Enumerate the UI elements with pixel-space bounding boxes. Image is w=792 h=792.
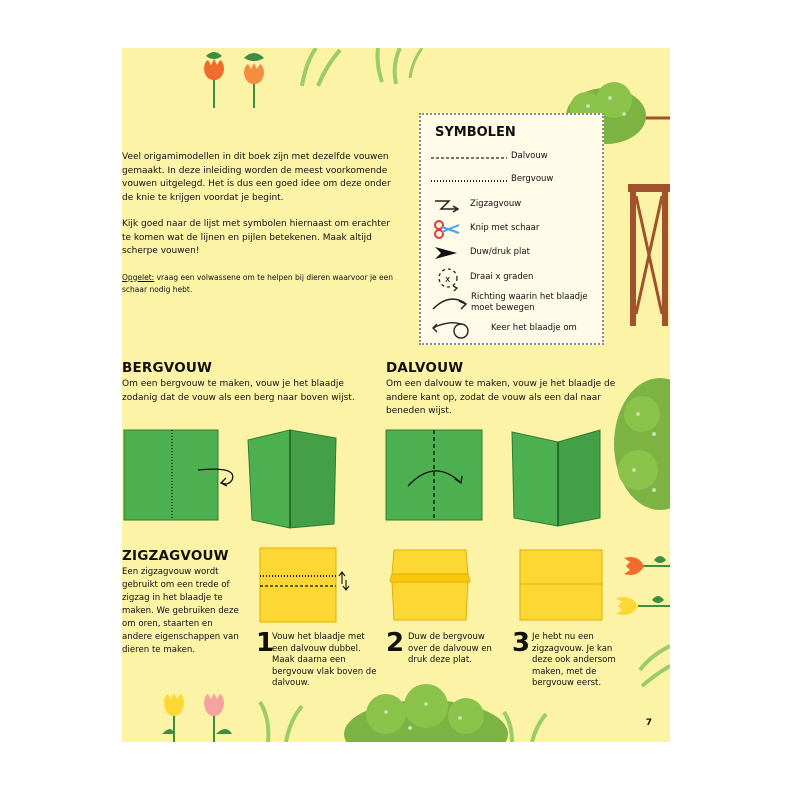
curved-arrow-icon (431, 291, 471, 315)
step-1-text: Vouw het blaadje met een dalvouw dubbel. Maak daarna een bergvouw vlak boven de dalvouw. (272, 632, 377, 688)
book-page (122, 48, 670, 742)
dalvouw-title: DALVOUW (386, 360, 464, 376)
step-3-text: Je hebt nu een zigzagvouw. Je kan deze ook andersom maken, met de bergvouw eerst. (532, 632, 616, 688)
safety-note (122, 272, 397, 296)
zigzag-arrow-icon (431, 195, 465, 215)
symbol-label: Bergvouw (511, 174, 554, 184)
symbol-label: Duw/druk plat (470, 247, 530, 257)
bergvouw-text: Om een bergvouw te maken, vouw je het blaadje zodanig dat de vouw als een berg naar boven wijst. (122, 379, 355, 403)
note-label: Opgelet: (122, 272, 155, 282)
bergvouw-title: BERGVOUW (122, 360, 213, 376)
bush-bottom-icon (340, 684, 510, 742)
symbol-row (421, 219, 606, 239)
symbol-label: Dalvouw (511, 151, 548, 161)
bush-right-icon (614, 374, 670, 514)
symbol-label: Zigzagvouw (470, 199, 522, 209)
push-arrow-icon (431, 243, 465, 263)
dashed-line-icon (431, 148, 511, 168)
page-number: 7 (645, 718, 652, 728)
turn-over-icon (431, 318, 479, 340)
symbol-row (421, 195, 606, 215)
tulips-right-icon (614, 546, 670, 626)
dalvouw-text: Om een dalvouw te maken, vouw je het blaadje de andere kant op, zodat de vouw als een dal naar beneden wijst. (386, 379, 616, 416)
note-text: vraag een volwassene om te helpen bij dieren waarvoor je een schaar nodig hebt. (122, 272, 394, 294)
zigzag-step-2-diagram (390, 548, 474, 624)
zigzagvouw-title: ZIGZAGVOUW (122, 548, 229, 564)
zigzag-step-3-diagram (518, 548, 608, 624)
step-1-number: 1 (256, 628, 275, 658)
symbol-row (421, 291, 606, 317)
symbol-row (421, 171, 606, 191)
symbol-label: Richting waarin het blaadje moet bewegen (471, 292, 588, 313)
rotate-icon (431, 267, 465, 291)
fence-icon (624, 184, 670, 326)
symbol-row (421, 243, 606, 263)
step-2-number: 2 (386, 628, 405, 658)
symbol-row (421, 148, 606, 168)
zigzagvouw-text: Een zigzagvouw wordt gebruikt om een trede of zigzag in het blaadje te maken. We gebruiken deze om oren, staarten en andere eigenschappen van dieren te maken. (122, 567, 239, 655)
grass-bottom-icon (252, 698, 342, 742)
svg-text:x: x (445, 275, 451, 285)
dotted-line-icon (431, 171, 511, 191)
grass-top-icon (292, 48, 442, 88)
symbol-row (421, 318, 606, 338)
dalvouw-diagram (384, 428, 614, 538)
step-3-number: 3 (512, 628, 531, 658)
intro-paragraph-2: Kijk goed naar de lijst met symbolen hiernaast om erachter te komen wat de lijnen en pijlen betekenen. Maak altijd scherpe vouwen! (122, 219, 390, 256)
scissors-icon (431, 219, 465, 239)
symbols-legend (419, 113, 604, 345)
tulips-bottom-icon (152, 684, 242, 742)
symbol-label: Knip met schaar (470, 223, 540, 233)
symbols-title: SYMBOLEN (435, 125, 516, 140)
symbol-row (421, 267, 606, 287)
grass-bottom-right-icon (502, 708, 582, 742)
symbol-label: Keer het blaadje om (491, 323, 577, 333)
symbol-label: Draai x graden (470, 272, 534, 282)
bergvouw-diagram (122, 428, 367, 538)
tulips-top-icon (192, 48, 282, 108)
step-2-text: Duw de bergvouw over de dalvouw en druk deze plat. (408, 632, 492, 665)
zigzag-step-1-diagram (256, 546, 356, 626)
grass-right-icon (628, 626, 670, 696)
intro-paragraph-1: Veel origamimodellen in dit boek zijn met dezelfde vouwen gemaakt. In deze inleiding worden de meest voorkomende vouwen uitgelegd. Het is dus een goed idee om deze onder de knie te krijgen voordat je begint. (122, 152, 391, 203)
